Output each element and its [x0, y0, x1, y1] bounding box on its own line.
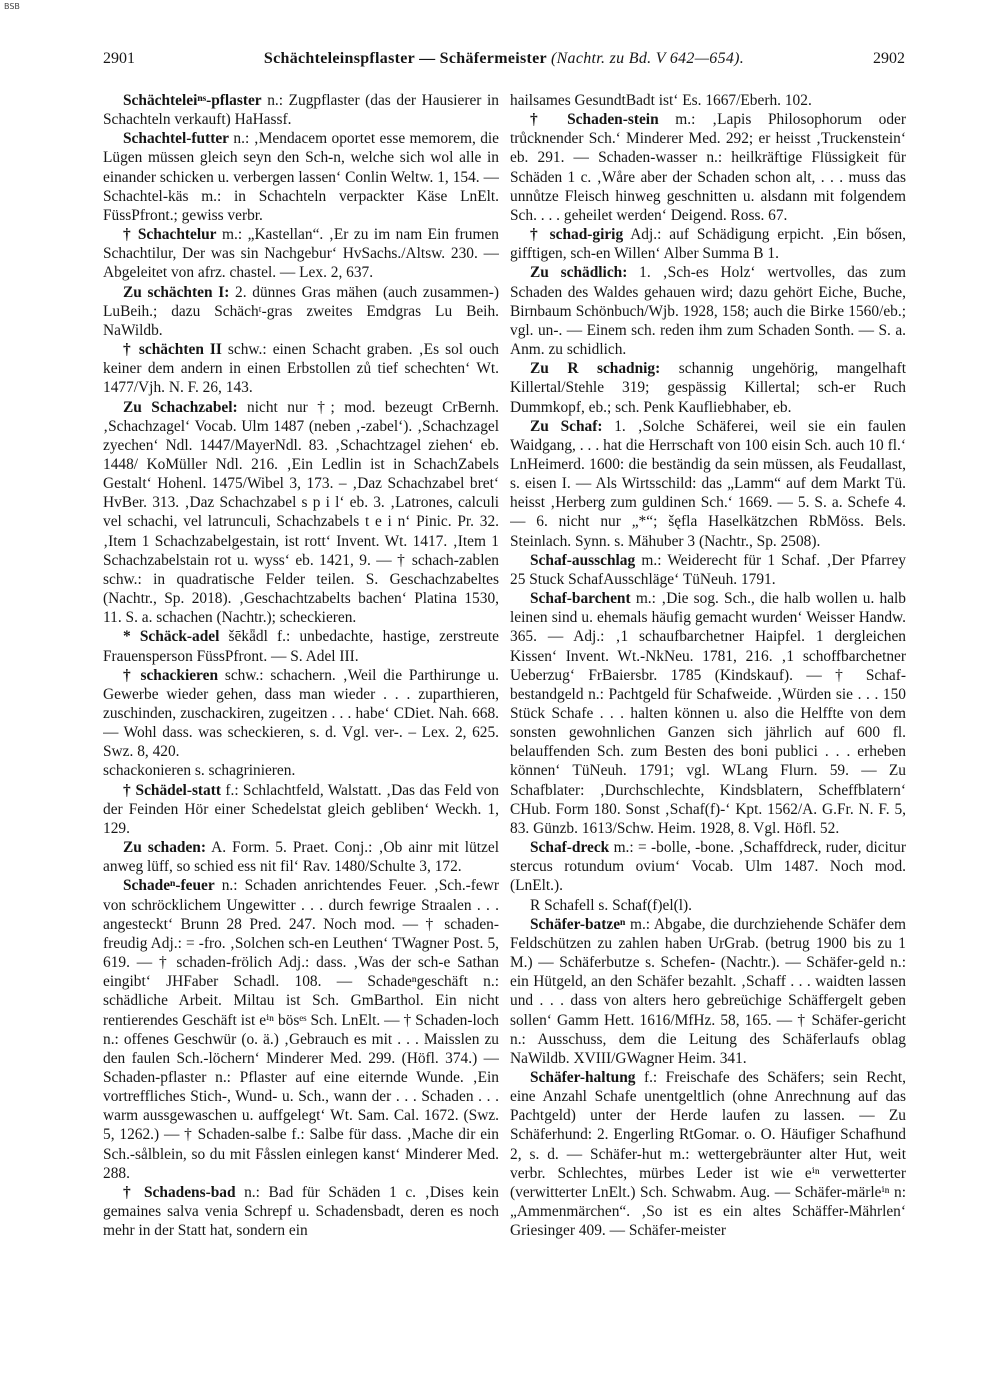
- dictionary-entry: [103, 838, 499, 876]
- dictionary-entry: [103, 666, 499, 762]
- page-number-left: 2901: [103, 50, 135, 67]
- right-column: [510, 91, 906, 1381]
- entry-text: n.: Schaden anrichtendes Feuer. ‚Sch.-fewr von schröcklichem Ungewitter . . . durch fewrige Straalen . . . angesteckt‘ Brunn 28 Pred. 247. Noch mod. — † schaden-freudig Adj.: = -fro. ‚Solchen sch-en Leuthen‘ TWagner Post. 5, 619. — † schaden-frölich Adj.: dass. ‚Was der sch-e Sathan eingibt‘ JHFaber Schadl. 108. — Schadeⁿgeschäft n.: schädliche Arbeit. Miltau ist Sch. GmBarthol. Ein nicht rentierendes Geschäft ist eⁱⁿ bösᵉˢ Sch. LnElt. — † Schaden-loch n.: offenes Geschwür (o. ä.) ‚Gebrauch es mit . . . Maisslen zu den faulen Sch.-löchern‘ Minderer Med. 299. (Höfl. 374.) — Schaden-pflaster n.: Pflaster auf eine eiternde Wunde. ‚Ein vortreffliches Stich-, Wund- u. Sch., wann der . . . Schaden . . . warm aussgewaschen u. auffgelegt‘ Wt. Sam. Cal. 1672. (Swz. 5, 1262.) — † Schaden-salbe f.: Salbe für dass. ‚Mache dir ein Sch.-sålblein, so du mit Fåsslen einlegen kanst‘ Minderer Med. 288.: [103, 877, 499, 1182]
- entry-headword: Schadeⁿ-feuer: [123, 877, 215, 895]
- entry-text: m.: „Kastellan“. ‚Er zu im nam Ein frumen Schachtilur, Der was sin Nachgebur‘ HvSachs./Altsw. 230. — Abgeleitet von afrz. chastel. — Lex. 2, 637.: [103, 226, 499, 282]
- entry-text: R Schafell s. Schaf(f)el(l).: [530, 896, 692, 914]
- dictionary-entry: [103, 1183, 499, 1240]
- entry-headword: † Schadens-bad: [123, 1183, 236, 1201]
- dictionary-entry: [103, 781, 499, 838]
- entry-headword: * Schäck-adel: [123, 628, 220, 646]
- entry-headword: Zu R schadnig:: [530, 360, 661, 378]
- entry-text: n.: Bad für Schäden 1 c. ‚Dises kein gemaines salva venia Schrepf u. Schadensbadt, deren es noch mehr in der Statt hat, sondern ein: [103, 1183, 499, 1240]
- dictionary-entry: [510, 263, 906, 359]
- entry-text: m.: Weiderecht für 1 Schaf. ‚Der Pfarrey 25 Stuck SchafAusschläge‘ TüNeuh. 1791.: [510, 551, 906, 588]
- entry-headword: Schäfer-haltung: [530, 1068, 636, 1086]
- entry-text: A. Form. 5. Praet. Conj.: ‚Ob ainr mit lützel anweg lüff, so schied ess nit fil‘ Rav. 1480/Schulte 3, 172.: [103, 839, 499, 876]
- entry-text: schw.: einen Schacht graben. ‚Es sol ouch keiner dem andern in einen Erbstollen zů tief schechten‘ Wt. 1477/Vjh. N. F. 26, 143.: [103, 341, 499, 397]
- dictionary-entry: [510, 838, 906, 895]
- dictionary-entry: [510, 551, 906, 589]
- dictionary-entry: [103, 761, 499, 780]
- entry-headword: Zu Schaf:: [530, 417, 603, 435]
- entry-text: f.: Schlachtfeld, Walstatt. ‚Das das Feld von der Feinden Hör einer Schedelstat gleich gebliben‘ Weckh. 1, 129.: [103, 781, 499, 837]
- entry-text: schannig ungehörig, mangelhaft Killertal/Stehle 319; gespässig Killertal; sch-er Ruch Dummkopf, eb.; sch. Penk Kaufliebhaber, eb.: [510, 360, 906, 416]
- dictionary-entry: [510, 1068, 906, 1240]
- entry-text: f.: Freischafe des Schäfers; sein Recht, eine Anzahl Schafe unentgeltlich (ohne Anrechnung auf das Pachtgeld) unter der Herde laufen zu lassen. — Zu Schäferhund: 2. Engerling RtGomar. o. O. Häufiger Schafhund 2, s. d. — Schäfer-hut m.: wettergebräunter alter Hut, weit verbr. Schlechtes, mürbes Leder ist wie eⁱⁿ verwetterter (verwitterter LnElt.) Sch. Schwabm. Aug. — Schäfer-märleⁱⁿ n: „Ammenmärchen“. ‚So ist es ein altes Schäffer-Mährlen‘ Griesinger 409. — Schäfer-meister: [510, 1068, 906, 1240]
- entry-text: nicht nur †; mod. bezeugt CrBernh. ‚Schachzagel‘ Vocab. Ulm 1487 (neben ‚-zabel‘). ‚Schachzagel zyechen‘ Ndl. 1447/MayerNdl. 83. ‚Schachtzagel ziehen‘ eb. 1448/ KoMüller Ndl. 216. ‚Ein Ledlin ist in SchachZabels Gestalt‘ Hohenl. 1475/Wibel 3, 173. – ‚Daz Schachzabel bret‘ HvBer. 313. ‚Daz Schachzabel s p i l‘ eb. 3. ‚Latrones, calculi vel schachi, vel latrunculi, Schachzabels t e i n‘ Pinic. Pr. 32. ‚Item 1 Schachzabelgestain, ist rott‘ Invent. Wt. 1417. ‚Item 1 Schachzabelstain rot u. wyss‘ eb. 1421, 9. — † schach-zablen schw.: in quadratische Felder teilen. S. Geschachzabeltes (Nachtr., Sp. 2018). ‚Geschachtzabelts bachen‘ Platina 1530, 11. S. a. schachen (Nachtr.); scheckieren.: [103, 398, 499, 627]
- entry-text: schw.: schachern. ‚Weil die Parthirunge u. Gewerbe wieder gehen, dass man wieder . . . zuparthieren, zuschinden, zuschackiren, zugeitzen . . . habe‘ CDiet. Nah. 668. — Wohl dass. was scheckieren, s. d. Vgl. ver-. – Lex. 2, 625. Swz. 8, 420.: [103, 666, 499, 761]
- entry-text: 2. dünnes Gras mähen (auch zusammen-) LuBeih.; dazu Schächᵗ-gras zweites Emdgras Lu Beih. NaWildb.: [103, 283, 499, 339]
- running-title: [103, 50, 905, 68]
- entry-text: n.: ‚Mendacem oportet esse memorem, die Lügen müssen gleich seyn den Sch-n, welche sich wol alle in einander schicken u. verbergen lassen‘ Conlin Weltw. 1, 154. — Schachtel-käs m.: in Schachteln verpackter Käse LnElt. FüssPfront.; gewiss verbr.: [103, 130, 499, 224]
- dictionary-entry: [103, 340, 499, 397]
- dictionary-entry: [103, 398, 499, 628]
- entry-text: šēkǟdl f.: unbedachte, hastige, zerstreute Frauensperson FüssPfront. — S. Adel III.: [103, 628, 499, 665]
- entry-headword: † Schaden-stein: [530, 111, 659, 129]
- entry-text: hailsames GesundtBadt ist‘ Es. 1667/Eberh. 102.: [510, 92, 812, 109]
- running-title-main: Schächteleinspflaster — Schäfermeister: [263, 50, 551, 67]
- entry-headword: Zu schädlich:: [530, 264, 628, 282]
- entry-text: n.: Zugpflaster (das der Hausierer in Schachteln verkauft) HaHassf.: [103, 92, 499, 129]
- entry-headword: † schackieren: [123, 666, 219, 684]
- entry-text: schackonieren s. schagrinieren.: [103, 762, 296, 780]
- dictionary-entry: [510, 896, 906, 915]
- entry-text: m.: = -bolle, -bone. ‚Schaffdreck, ruder, dicitur stercus rotundum ovium‘ Vocab. Ulm 1487. Noch mod. (LnElt.).: [510, 839, 906, 895]
- running-title-note: (Nachtr. zu Bd. V 642—654).: [550, 50, 745, 67]
- dictionary-entry: [510, 91, 906, 110]
- dictionary-entry: [510, 589, 906, 838]
- dictionary-entry: [510, 915, 906, 1068]
- entry-headword: Schaf-ausschlag: [530, 551, 636, 569]
- entry-headword: Schäfer-batzeⁿ: [530, 915, 626, 933]
- dictionary-entry: [510, 110, 906, 225]
- dictionary-entry: [103, 91, 499, 129]
- entry-headword: Zu schaden:: [123, 839, 206, 857]
- entry-text: 1. ‚Sch-es Holz‘ wertvolles, das zum Schaden des Waldes gehauen wird; dazu gehört Eiche, Buche, Birnbaum Schönbuch/Wjb. 1928, 158; auch die Birke 1560/eb.; vgl. un-. — Einem sch. reden ihm zum Schaden Sonth. — S. a. Anm. zu schidlich.: [510, 264, 906, 359]
- entry-text: Adj.: auf Schädigung erpicht. ‚Ein bősen, gifftigen, sch-en Willen‘ Alber Summa B 1.: [510, 226, 906, 263]
- entry-headword: † Schachtelur: [123, 226, 217, 244]
- entry-headword: † Schädel-statt: [123, 781, 222, 799]
- entry-headword: Zu Schachzabel:: [123, 398, 238, 416]
- dictionary-entry: [103, 627, 499, 665]
- entry-headword: Schächteleiⁿˢ-pflaster: [123, 92, 262, 109]
- entry-headword: † schad-girig: [530, 226, 624, 244]
- entry-text: m.: Abgabe, die durchziehende Schäfer dem Feldschützen zu zahlen haben UrGrab. (betrug 1900 bis zu 1 M.) — Schäferbutze s. Schefen- (Nachtr.). — Schäfer-geld n.: ein Hütgeld, an den Schäfer bezahlt. ‚Schaff . . . waidten lassen und . . . dass von alters hero gebreüchige Schäffergelt geben sollen‘ Gamm Hett. 1616/MfHz. 58, 165. — † Schäfer-gericht n.: Ausschuss, dem die Leitung des Schäferlaufs oblag NaWildb. XVIII/GWagner Heim. 341.: [510, 915, 906, 1067]
- page-number-right: 2902: [873, 50, 905, 67]
- dictionary-entry: [103, 129, 499, 225]
- dictionary-entry: [103, 225, 499, 282]
- entry-headword: † schächten II: [123, 341, 222, 359]
- dictionary-entry: [510, 417, 906, 551]
- dictionary-entry: [510, 225, 906, 263]
- entry-text: m.: ‚Lapis Philosophorum oder trůcknender Sch.‘ Minderer Med. 292; er heisst ‚Truckenstein‘ eb. 291. — Schaden-wasser n.: heilkräftige Flüssigkeit für Schäden 1 c. ‚Wåre aber der Schaden schon alt, . . . muss das unnůtze Fleisch hinweg geschnitten u. alsdann mit folgendem Sch. . . . geheilet werden‘ Deigend. Ross. 67.: [510, 111, 906, 224]
- entry-text: m.: ‚Die sog. Sch., die halb wollen u. halb leinen sind u. ehemals häufig gemacht wurden‘ Weisser Handw. 365. — Adj.: ‚1 schaufbarchetner Haipfel. 1 dergleichen Kissen‘ Invent. Wt.-NkNeu. 1781, 216. ‚1 schoffbarchetner Ueberzug‘ FrBaiersbr. 1785 (Kindskauf). — † Schaf-bestandgeld n.: Pachtgeld für Schafweide. ‚Würden sie . . . 150 Stück Schafe . . . halten können u. also die Helffte von dem sonsten gewohnlichen Ganzen sich jährlich auf 600 fl. belauffenden Sch. zum Besten des boni publici . . . erheben können‘ TüNeuh. 1791; vgl. WLang Flurn. 59. — Zu Schafblater: ‚Durchschlechte, Kindsblatern, Scheffblatern‘ CHub. Form 180. Sonst ‚Schaf(f)-‘ Kpt. 1562/A. G.Fr. N. F. 5, 83. Günzb. 1613/Schw. Heim. 1928, 8. Vgl. Höfl. 52.: [510, 590, 906, 837]
- library-stamp: BSB: [4, 2, 20, 11]
- dictionary-entry: [103, 876, 499, 1183]
- dictionary-entry: [103, 283, 499, 340]
- dictionary-entry: [510, 359, 906, 416]
- entry-headword: Zu schächten I:: [123, 283, 230, 301]
- page-header: [103, 50, 905, 72]
- entry-headword: Schaf-barchent: [530, 590, 631, 608]
- entry-headword: Schaf-dreck: [530, 839, 610, 857]
- entry-text: 1. ‚Solche Schäferei, weil sie ein faulen Waidgang, . . . hat die Herrschaft von 100 eisin Sch. auch 10 fl.‘ LnHeimerd. 1600: die beständig da sein müssen, als Feudallast, s. eisen I. — Als Wirtsschild: das „Lamm“ auf dem Markt Tü. heisst ‚Herberg zum guldinen Sch.‘ 1669. — 5. S. a. Schefe 4. — 6. nicht nur „*“; šęfla Haselkätzchen RbMöss. Bels. Steinlach. Synn. s. Mähuber 3 (Nachtr., Sp. 2508).: [510, 417, 906, 550]
- entry-headword: Schachtel-futter: [123, 130, 229, 148]
- left-column: [103, 91, 499, 1381]
